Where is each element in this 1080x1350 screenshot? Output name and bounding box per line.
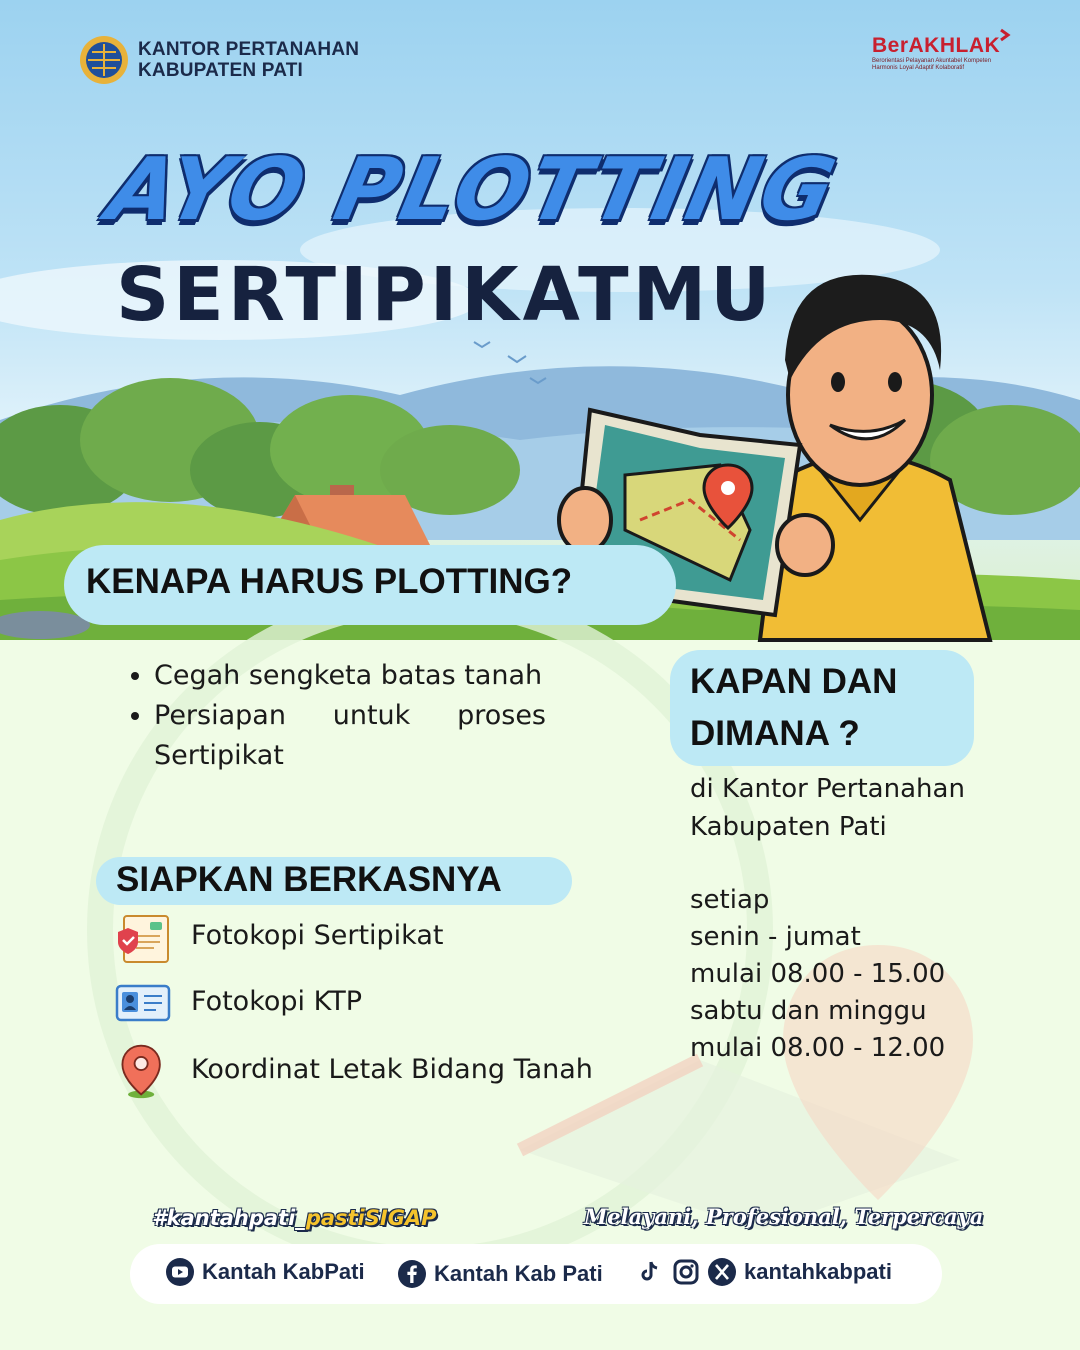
kapan-location <box>690 770 965 846</box>
social-handle-link[interactable] <box>636 1258 892 1286</box>
kenapa-bullet-list <box>126 656 546 776</box>
siapkan-item-koordinat <box>114 1042 593 1100</box>
id-card-icon <box>114 974 172 1032</box>
youtube-label: Kantah KabPati <box>202 1259 365 1284</box>
chevron-right-icon <box>998 28 1012 42</box>
hashtag-prefix: #kantahpati_ <box>152 1206 306 1230</box>
schedule-line: senin - jumat <box>690 922 861 952</box>
schedule-line: sabtu dan minggu <box>690 996 927 1026</box>
siapkan-item-label: Fotokopi Sertipikat <box>191 920 444 951</box>
youtube-link[interactable] <box>166 1258 365 1286</box>
youtube-icon <box>166 1258 194 1286</box>
kenapa-bullet-2: • Persiapan untuk proses Sertipikat <box>154 696 546 776</box>
facebook-label: Kantah Kab Pati <box>434 1261 603 1286</box>
berakhlak-sub1: Berorientasi Pelayanan Akuntabel Kompeten <box>872 58 992 64</box>
social-handle-label: kantahkabpati <box>744 1259 892 1284</box>
hashtag <box>152 1206 437 1230</box>
org-name-line1: KANTOR PERTANAHAN <box>138 39 360 60</box>
kapan-location-line1: di Kantor Pertanahan <box>690 774 965 804</box>
bpn-emblem-icon <box>78 34 130 86</box>
kenapa-bullet-1: • Cegah sengketa batas tanah <box>154 656 546 696</box>
hero-title-line2: SERTIPIKATMU <box>116 252 775 338</box>
siapkan-heading: SIAPKAN BERKASNYA <box>116 860 502 899</box>
org-logo <box>78 34 359 86</box>
kapan-heading-line1: KAPAN DAN <box>690 662 898 701</box>
kapan-location-line2: Kabupaten Pati <box>690 812 887 842</box>
siapkan-item-ktp <box>114 974 362 1032</box>
berakhlak-sub2: Harmonis Loyal Adaptif Kolaboratif <box>872 65 965 71</box>
kenapa-heading: KENAPA HARUS PLOTTING? <box>86 562 573 601</box>
siapkan-item-label: Koordinat Letak Bidang Tanah <box>191 1054 593 1085</box>
motto: Melayani, Profesional, Terpercaya <box>584 1204 984 1229</box>
siapkan-item-sertipikat <box>114 910 444 968</box>
org-name <box>138 39 359 81</box>
location-pin-icon <box>114 1042 172 1100</box>
siapkan-item-label: Fotokopi KTP <box>191 986 362 1017</box>
org-name-line2: KABUPATEN PATI <box>138 60 303 81</box>
x-twitter-icon <box>708 1258 736 1286</box>
facebook-icon <box>398 1260 426 1288</box>
schedule-line: mulai 08.00 - 15.00 <box>690 959 946 989</box>
hashtag-highlight: pastiSIGAP <box>305 1206 437 1230</box>
tiktok-icon <box>636 1258 664 1286</box>
schedule-line: setiap <box>690 885 770 915</box>
instagram-icon <box>672 1258 700 1286</box>
certificate-icon <box>114 910 172 968</box>
kapan-schedule <box>690 882 945 1067</box>
berakhlak-logo <box>872 34 1012 72</box>
schedule-line: mulai 08.00 - 12.00 <box>690 1033 946 1063</box>
berakhlak-title: BerAKHLAK <box>872 34 1001 57</box>
hero-title-line1: AYO PLOTTING <box>99 140 846 240</box>
kapan-heading-line2: DIMANA ? <box>690 714 860 753</box>
facebook-link[interactable] <box>398 1260 603 1288</box>
kapan-heading <box>690 656 897 760</box>
